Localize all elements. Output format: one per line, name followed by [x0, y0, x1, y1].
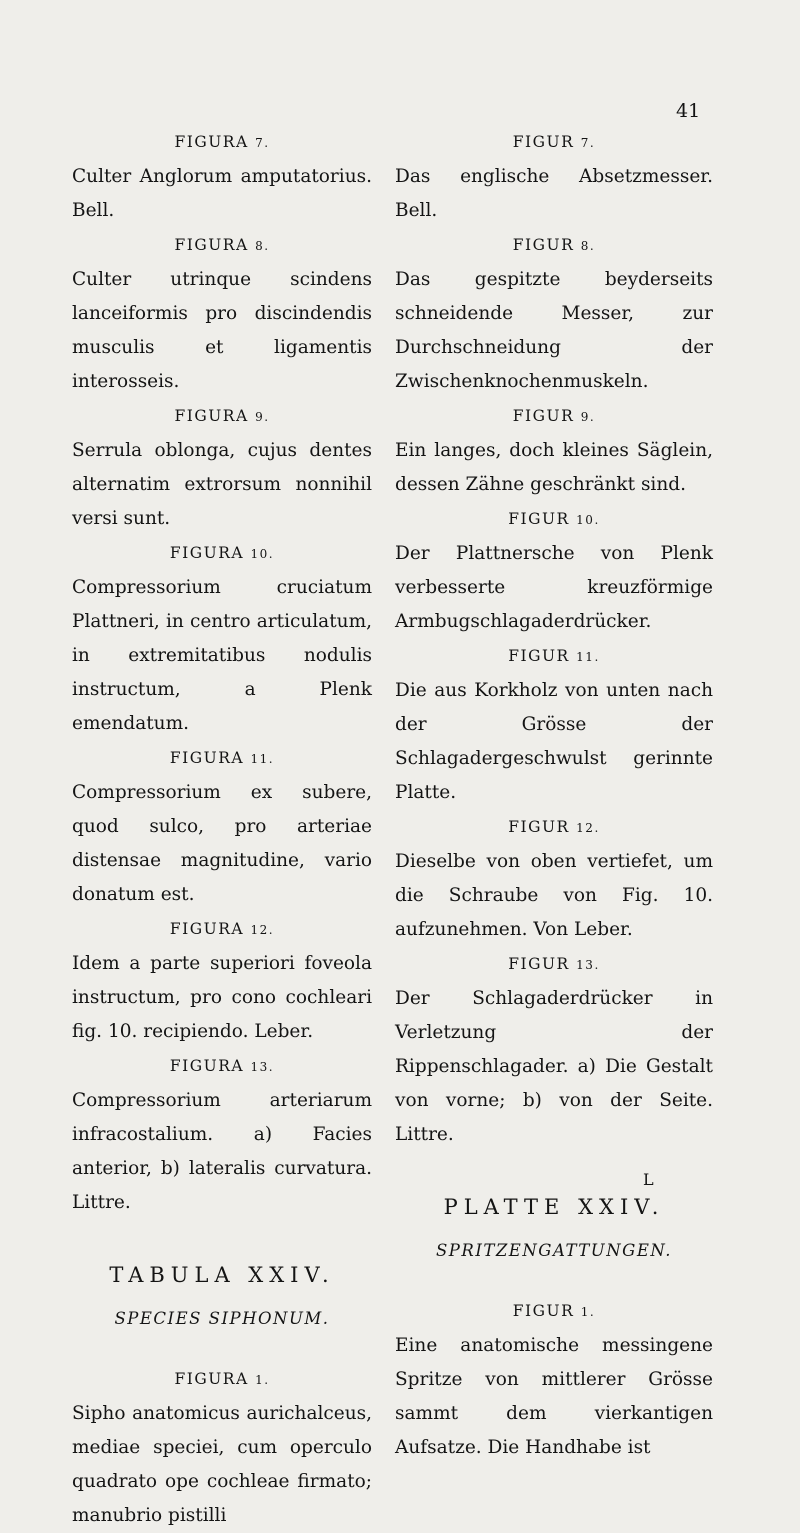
figure-number: 12. [250, 923, 275, 937]
figure-number: 8. [255, 239, 270, 253]
figure-heading [72, 912, 372, 947]
signature-mark: L [643, 1170, 654, 1189]
figure-heading [72, 741, 372, 776]
figure-label: FIGUR [508, 955, 570, 973]
figure-heading [395, 228, 713, 263]
figure-number: 9. [255, 410, 270, 424]
figure-number: 10. [250, 547, 275, 561]
section-subtitle: SPECIES SIPHONUM. [114, 1309, 330, 1328]
figure-label: FIGURA [174, 236, 249, 254]
figure-description: Compressorium cruciatum Plattneri, in centro articulatum, in extremitatibus nodulis instructum, a Plenk emendatum. [72, 577, 372, 734]
figure-number: 9. [580, 410, 596, 424]
figure-description: Compressorium ex subere, quod sulco, pro arteriae distensae magnitudine, vario donatum est. [72, 782, 372, 905]
figure-number: 7. [580, 136, 596, 150]
figure-description: Der Plattnersche von Plenk verbesserte kreuzförmige Armbugschlagaderdrücker. [395, 543, 713, 632]
figure-label: FIGUR [512, 236, 575, 254]
figure-number: 1. [255, 1373, 270, 1387]
figure-heading [395, 399, 713, 434]
figure-heading [395, 502, 713, 537]
figure-description: Idem a parte superiori foveola instructum, pro cono cochleari fig. 10. recipiendo. Leber. [72, 953, 372, 1042]
figure-description: Culter Anglorum amputatorius. Bell. [72, 166, 372, 221]
figure-description: Die aus Korkholz von unten nach der Grösse der Schlagadergeschwulst gerinnte Platte. [395, 680, 713, 803]
figure-description: Culter utrinque scindens lanceiformis pro discindendis musculis et ligamentis interosseis. [72, 269, 372, 392]
figure-label: FIGURA [174, 407, 249, 425]
figure-heading [72, 399, 372, 434]
figure-description: Eine anatomische messingene Spritze von mittlerer Grösse sammt dem vierkantigen Aufsatze. Die Handhabe ist [395, 1335, 713, 1458]
figure-description: Serrula oblonga, cujus dentes alternatim extrorsum nonnihil versi sunt. [72, 440, 372, 529]
figure-label: FIGURA [174, 1370, 249, 1388]
figure-number: 13. [576, 958, 600, 972]
figure-number: 12. [576, 821, 600, 835]
figure-description: Ein langes, doch kleines Säglein, dessen Zähne geschränkt sind. [395, 440, 713, 495]
figure-description: Das englische Absetzmesser. Bell. [395, 166, 713, 221]
figure-label: FIGUR [508, 647, 570, 665]
figure-heading [72, 125, 372, 160]
figure-heading [395, 125, 713, 160]
figure-description: Sipho anatomicus aurichalceus, mediae speciei, cum operculo quadrato ope cochleae firmato; manubrio pistilli [72, 1403, 372, 1526]
figure-number: 13. [250, 1060, 275, 1074]
figure-description: Compressorium arteriarum infracostalium. a) Facies anterior, b) lateralis curvatura. Littre. [72, 1090, 372, 1213]
plate-title: PLATTE XXIV. [443, 1195, 665, 1219]
figure-heading [395, 810, 713, 845]
figure-label: FIGURA [169, 1057, 245, 1075]
figure-label: FIGUR [508, 510, 570, 528]
german-column [395, 125, 713, 1465]
figure-heading [72, 1049, 372, 1084]
page-number: 41 [676, 100, 701, 122]
figure-heading [72, 228, 372, 263]
figure-label: FIGURA [169, 749, 245, 767]
section-subtitle: SPRITZENGATTUNGEN. [435, 1241, 672, 1260]
latin-column [72, 125, 372, 1533]
figure-number: 10. [576, 513, 600, 527]
plate-title: TABULA XXIV. [109, 1263, 335, 1287]
figure-label: FIGUR [512, 133, 575, 151]
figure-label: FIGURA [169, 544, 245, 562]
figure-label: FIGURA [169, 920, 245, 938]
figure-heading [72, 1362, 372, 1397]
figure-number: 8. [580, 239, 596, 253]
figure-number: 1. [580, 1305, 596, 1319]
figure-heading [395, 947, 713, 982]
figure-number: 11. [250, 752, 275, 766]
figure-label: FIGUR [512, 407, 575, 425]
figure-heading [72, 536, 372, 571]
figure-label: FIGUR [512, 1302, 575, 1320]
figure-heading [395, 1294, 713, 1329]
figure-heading [395, 639, 713, 674]
figure-label: FIGURA [174, 133, 249, 151]
figure-description: Der Schlagaderdrücker in Verletzung der Rippenschlagader. a) Die Gestalt von vorne; b) von der Seite. Littre. [395, 988, 713, 1145]
figure-label: FIGUR [508, 818, 570, 836]
figure-description: Das gespitzte beyderseits schneidende Messer, zur Durchschneidung der Zwischenknochenmuskeln. [395, 269, 713, 392]
figure-description: Dieselbe von oben vertiefet, um die Schraube von Fig. 10. aufzunehmen. Von Leber. [395, 851, 713, 940]
figure-number: 7. [255, 136, 270, 150]
figure-number: 11. [576, 650, 600, 664]
